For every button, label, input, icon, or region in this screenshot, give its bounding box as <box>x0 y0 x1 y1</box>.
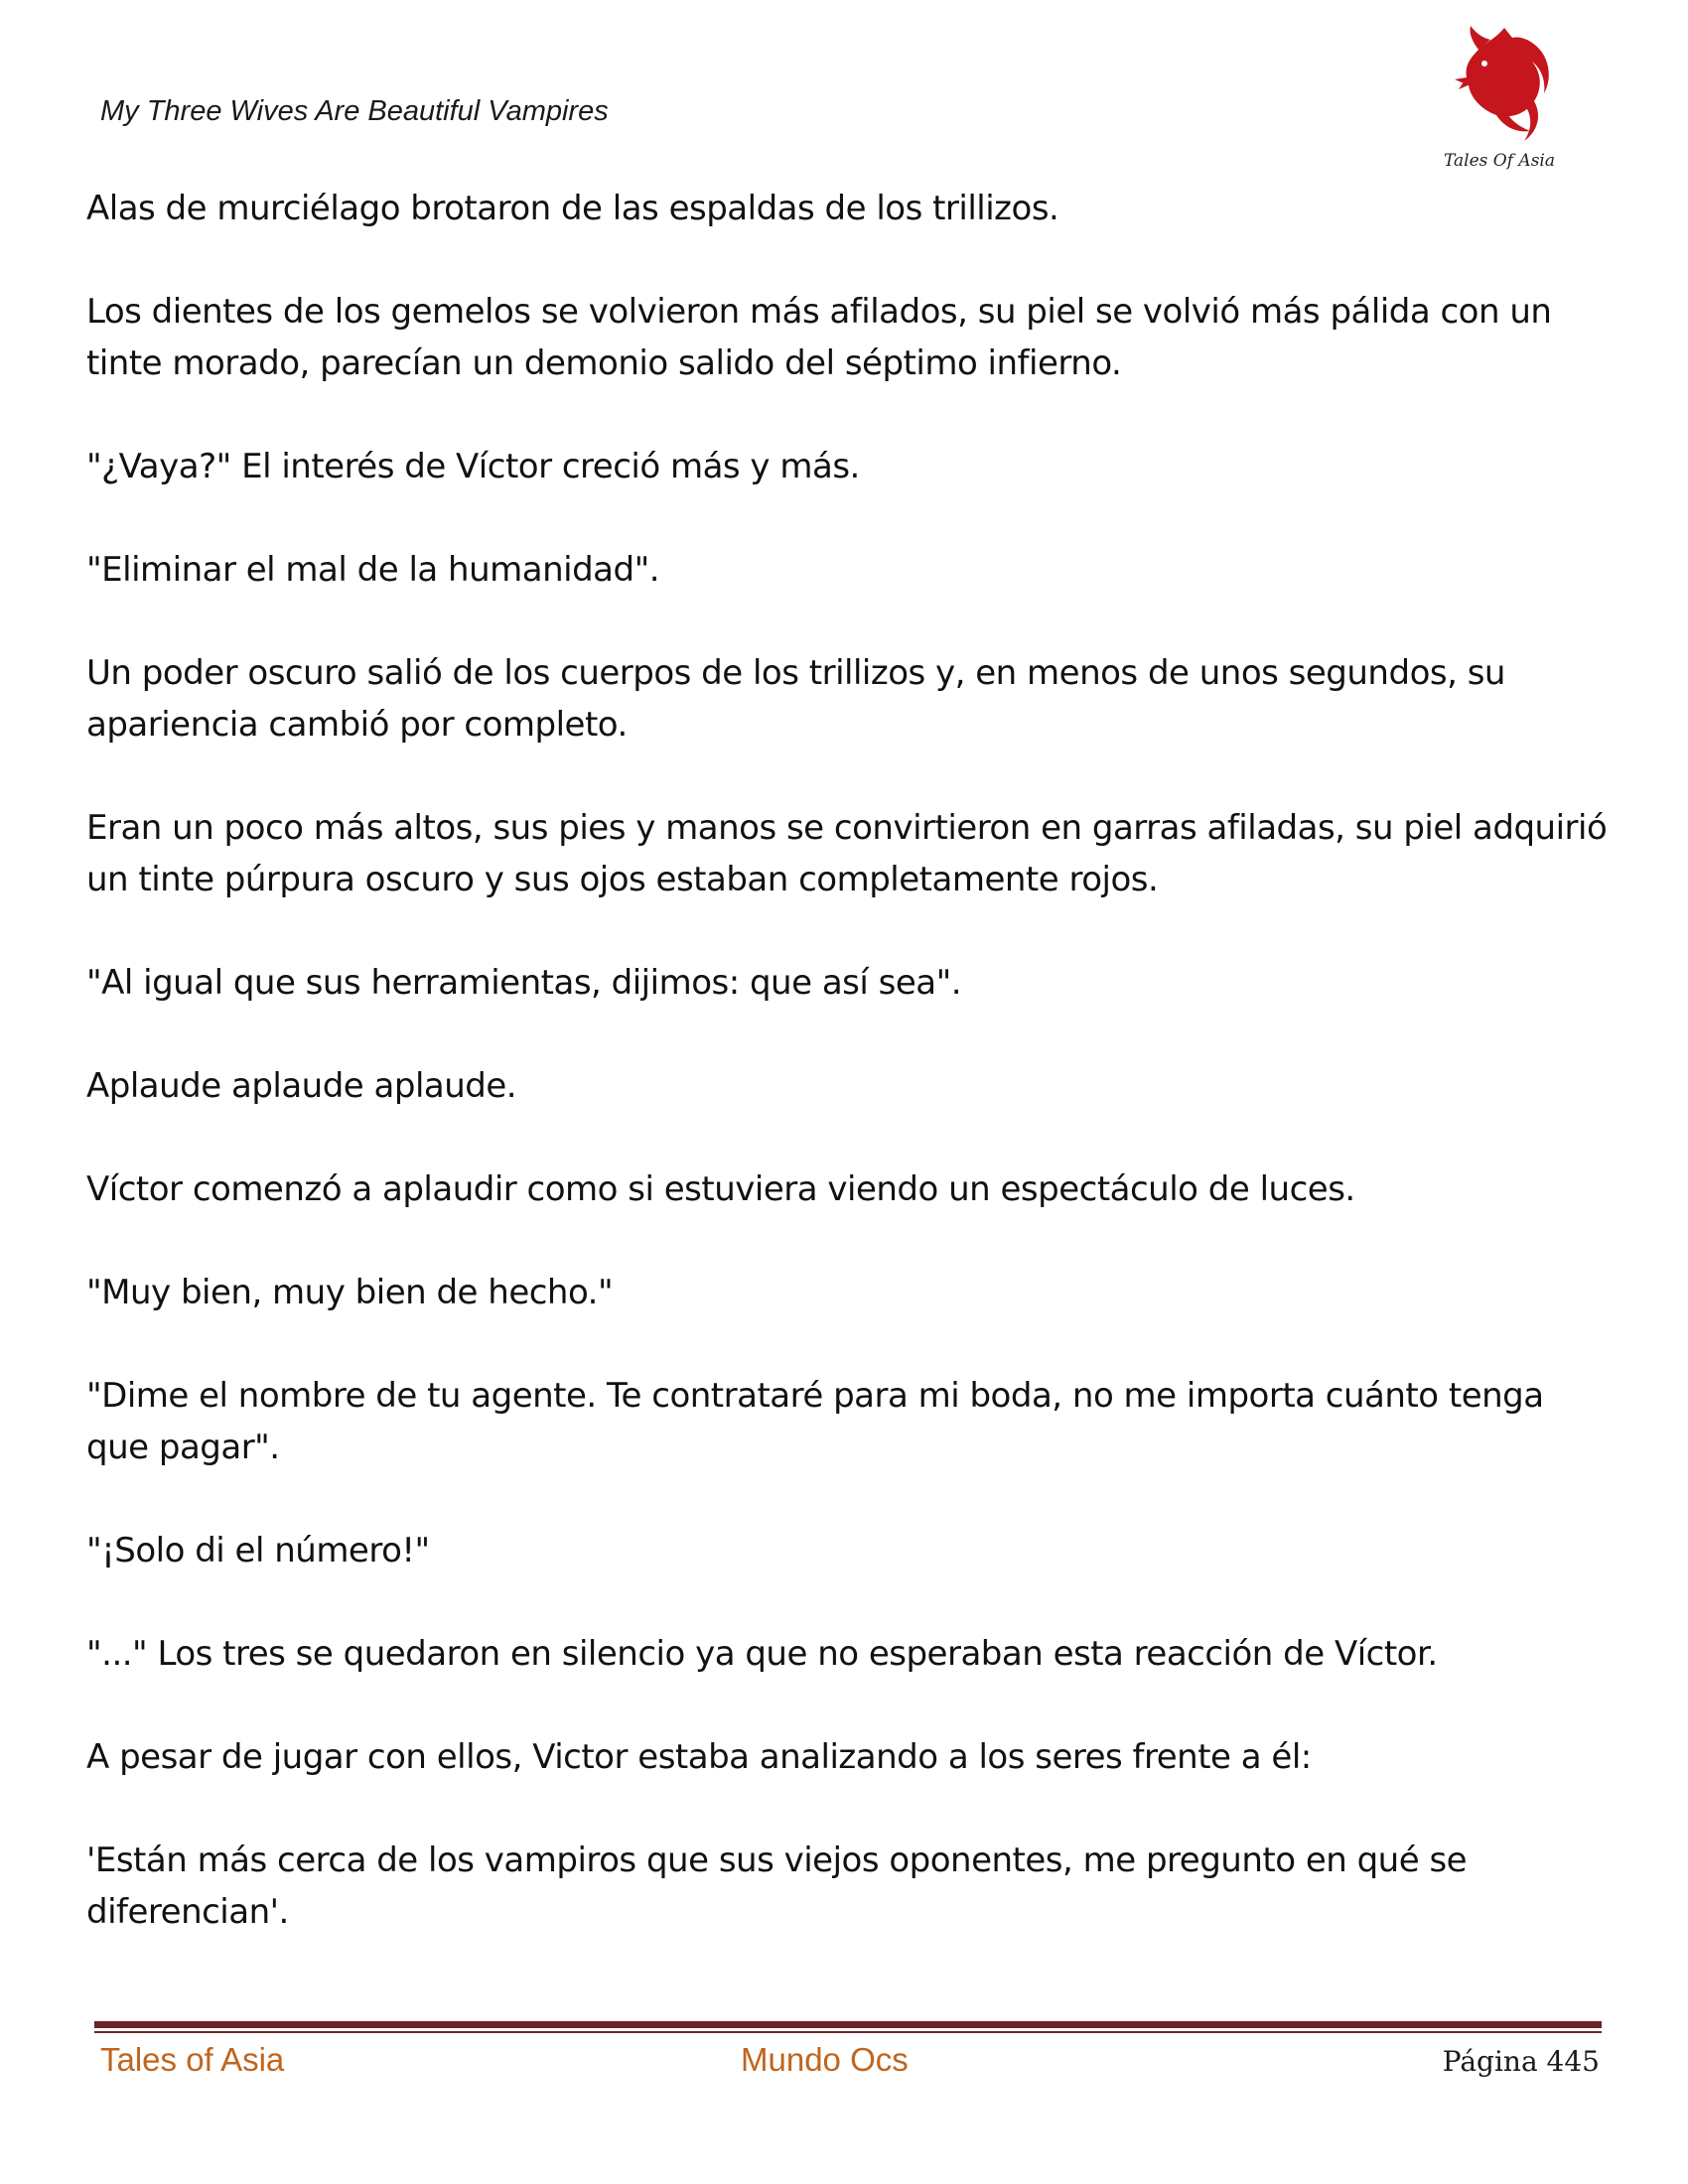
paragraph: Víctor comenzó a aplaudir como si estuviera viendo un espectáculo de luces. <box>86 1169 1355 1209</box>
paragraph: Un poder oscuro salió de los cuerpos de los trillizos y, en menos de unos segundos, su apariencia cambió por completo. <box>86 653 1505 745</box>
footer-publisher: Tales of Asia <box>100 2041 285 2078</box>
paragraph: "..." Los tres se quedaron en silencio ya que no esperaban esta reacción de Víctor. <box>86 1634 1438 1674</box>
chapter-text <box>86 183 1611 1989</box>
paragraph: Alas de murciélago brotaron de las espaldas de los trillizos. <box>86 189 1059 228</box>
dragon-icon <box>1435 20 1564 149</box>
paragraph: "¿Vaya?" El interés de Víctor creció más y más. <box>86 447 860 486</box>
logo-text: Tales Of Asia <box>1444 151 1555 171</box>
footer-source: Mundo Ocs <box>741 2041 909 2078</box>
paragraph: "Muy bien, muy bien de hecho." <box>86 1273 614 1312</box>
paragraph: Eran un poco más altos, sus pies y manos se convirtieron en garras afiladas, su piel adquirió un tinte púrpura oscuro y sus ojos estaban completamente rojos. <box>86 808 1608 899</box>
paragraph: "Dime el nombre de tu agente. Te contrataré para mi boda, no me importa cuánto tenga que pagar". <box>86 1376 1544 1467</box>
paragraph: "Eliminar el mal de la humanidad". <box>86 550 660 590</box>
paragraph: "Al igual que sus herramientas, dijimos: que así sea". <box>86 963 962 1003</box>
footer-divider <box>94 2021 1602 2033</box>
page-number: Página 445 <box>1442 2045 1600 2078</box>
book-title: My Three Wives Are Beautiful Vampires <box>100 95 609 127</box>
tales-of-asia-logo <box>1435 20 1564 179</box>
paragraph: 'Están más cerca de los vampiros que sus viejos oponentes, me pregunto en qué se diferencian'. <box>86 1841 1468 1932</box>
paragraph: Los dientes de los gemelos se volvieron más afilados, su piel se volvió más pálida con un tinte morado, parecían un demonio salido del séptimo infierno. <box>86 292 1552 383</box>
paragraph: Aplaude aplaude aplaude. <box>86 1066 517 1106</box>
paragraph: A pesar de jugar con ellos, Victor estaba analizando a los seres frente a él: <box>86 1737 1312 1777</box>
paragraph: "¡Solo di el número!" <box>86 1531 430 1570</box>
